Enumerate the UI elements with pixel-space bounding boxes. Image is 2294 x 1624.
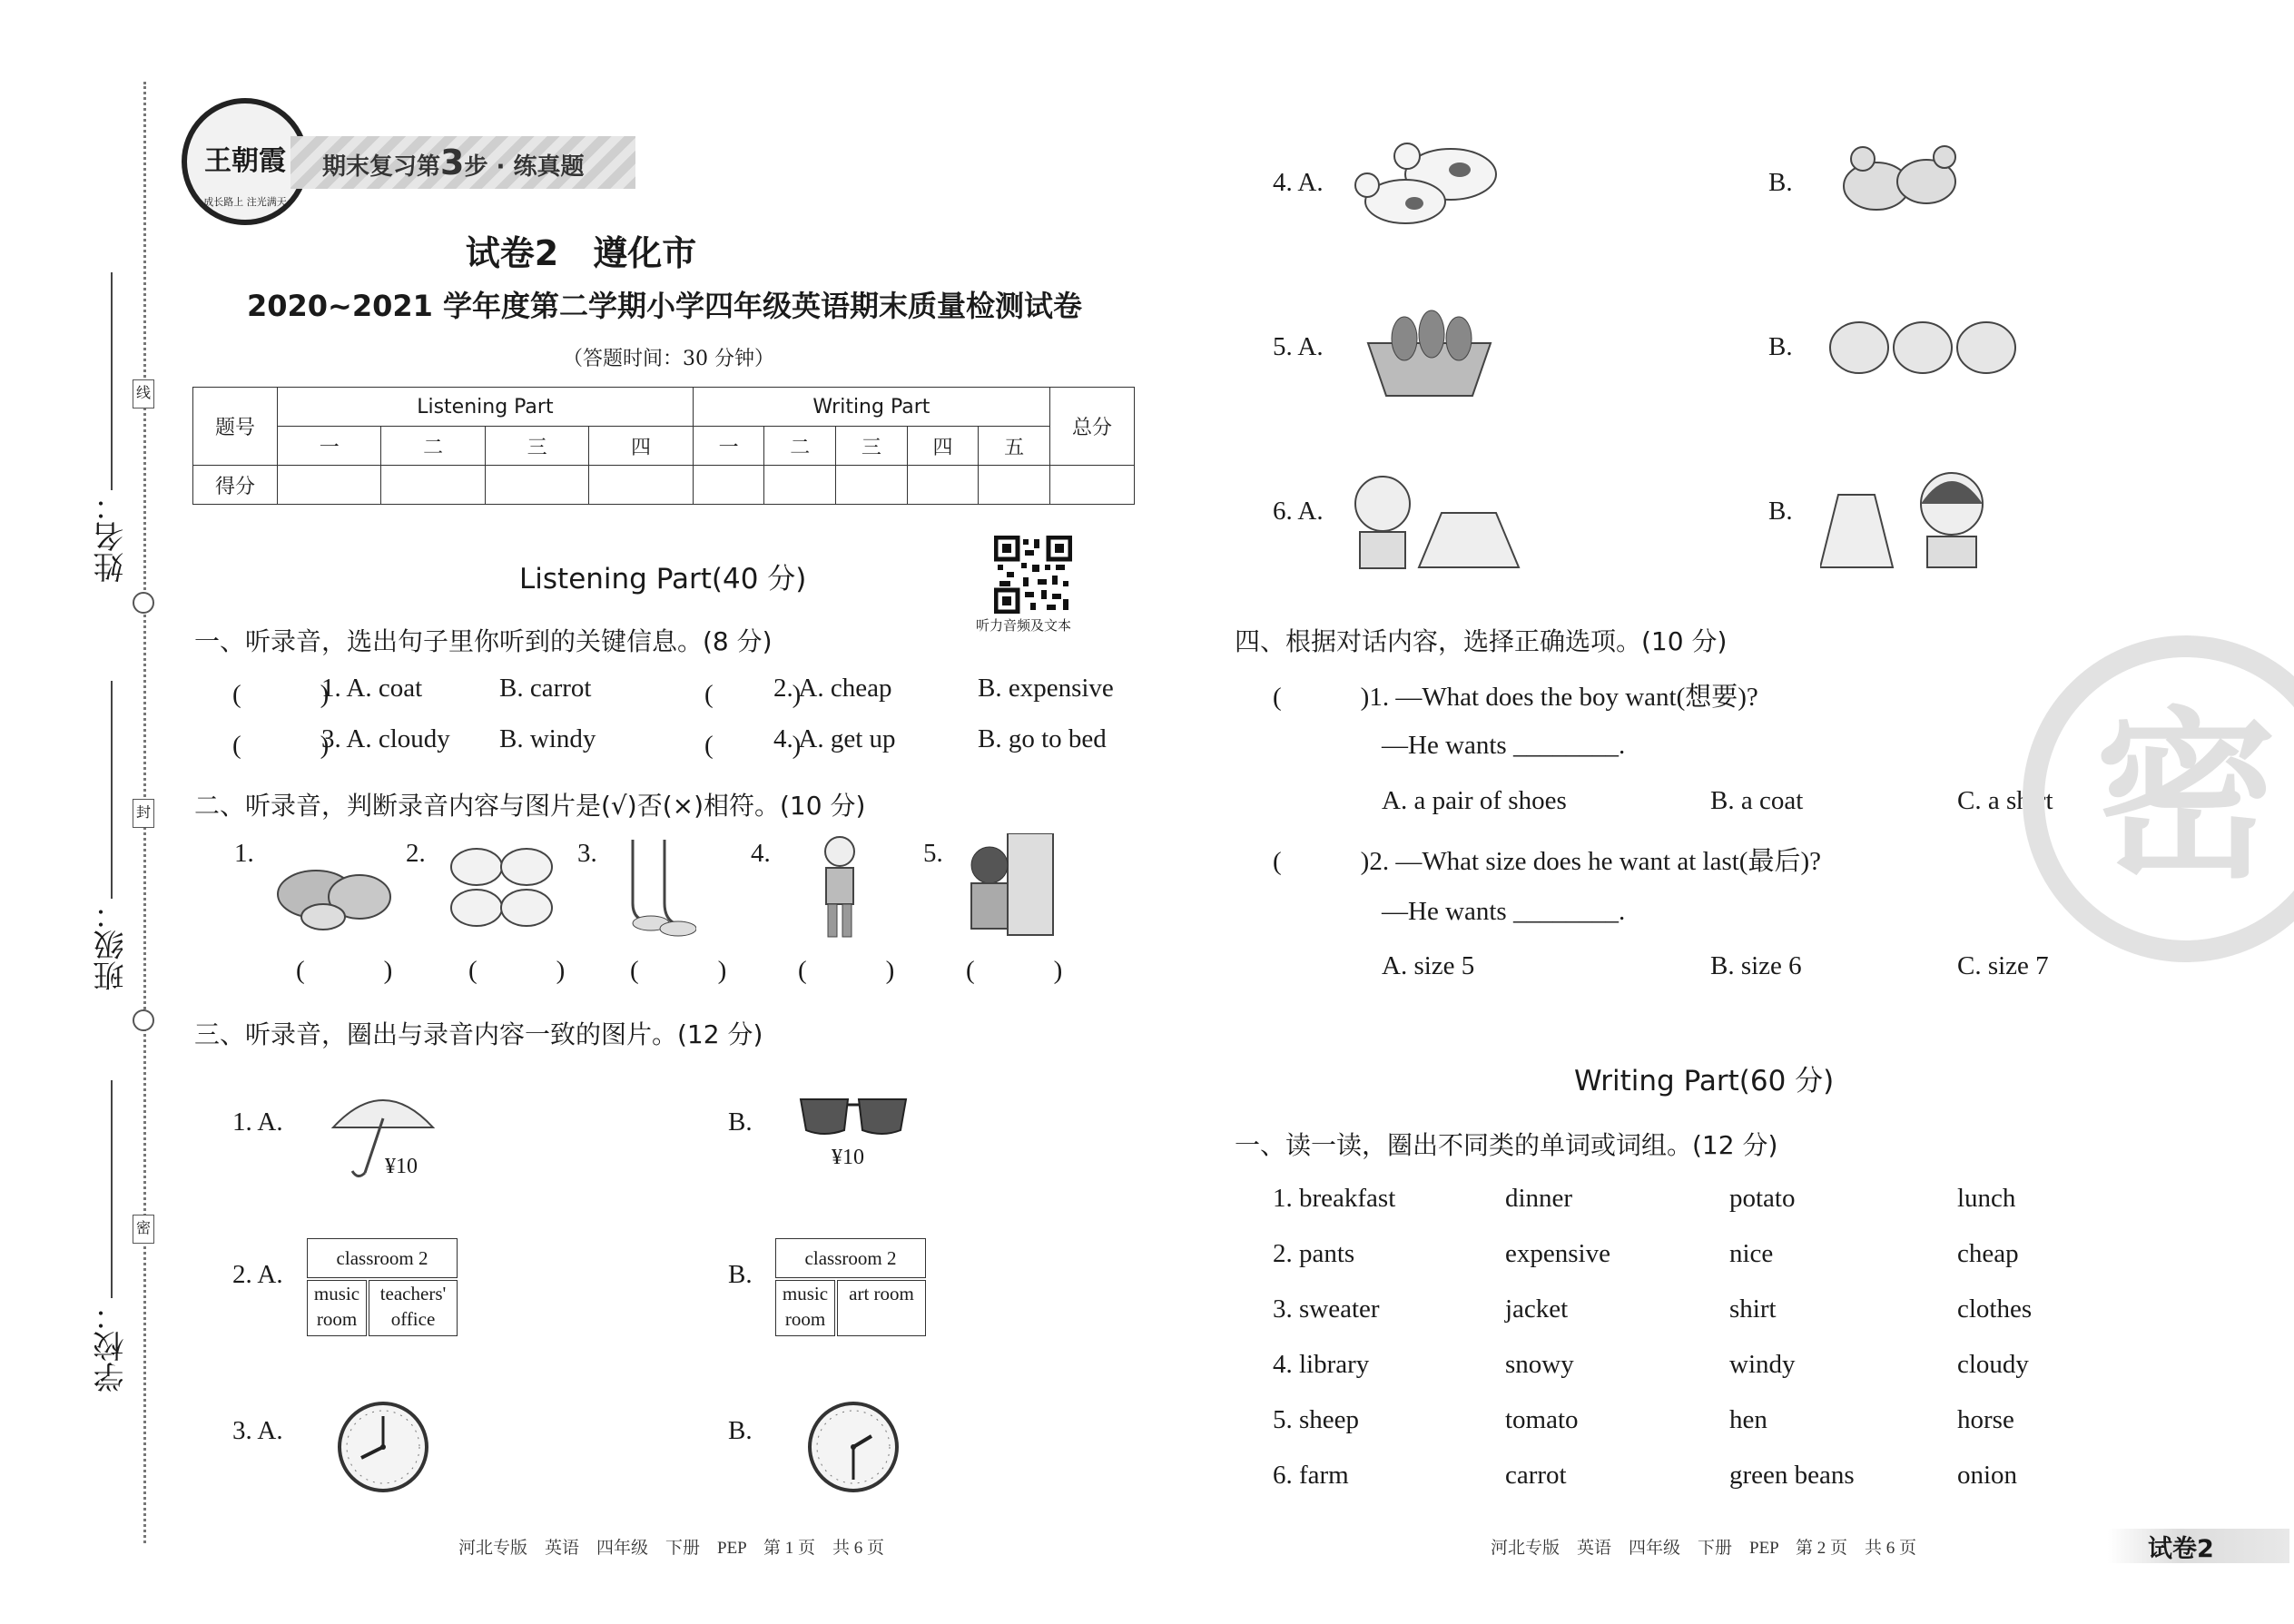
art-room-sign: art room <box>837 1280 926 1336</box>
s3-q2a-label: 2. A. <box>232 1260 283 1289</box>
s2-paren-1[interactable]: ( ) <box>296 956 393 985</box>
banner-post: 步 · 练真题 <box>464 153 585 181</box>
logo-motto-left: 成长路上 <box>203 196 244 208</box>
score-listening-header: Listening Part <box>278 388 694 427</box>
writing-word[interactable]: cheap <box>1957 1239 2019 1268</box>
writing-word[interactable]: windy <box>1729 1350 1796 1379</box>
seal-char-mi: 密 <box>133 1215 154 1244</box>
s2-paren-3[interactable]: ( ) <box>630 956 727 985</box>
s2-num-2: 2. <box>406 839 426 868</box>
banner-pre: 期末复习第 <box>322 153 441 181</box>
qr-caption: 听力音频及文本 <box>976 619 1072 634</box>
class2-sign-a[interactable]: classroom 2 <box>307 1238 458 1278</box>
s1-q4-paren[interactable]: ( ) <box>704 731 802 760</box>
name-label: 姓名： <box>94 490 130 583</box>
score-total-header: 总分 <box>1050 388 1135 466</box>
cows-icon[interactable] <box>1351 129 1510 242</box>
writing-word[interactable]: nice <box>1729 1239 1774 1268</box>
listening-s2-title: 二、听录音，判断录音内容与图片是(√)否(×)相符。(10 分) <box>194 791 866 821</box>
s4-q1-opt-c: C. a shirt <box>1957 786 2053 815</box>
girl-skirt-icon[interactable] <box>1342 472 1523 572</box>
listening-heading: Listening Part(40 分) <box>519 563 807 595</box>
s4-q1-opt-b: B. a coat <box>1710 786 1804 815</box>
page-tag: 试卷2 <box>2148 1535 2214 1563</box>
score-col: 五 <box>979 427 1050 466</box>
footer-left: 河北专版 英语 四年级 下册 PEP 第 1 页 共 6 页 <box>458 1539 885 1558</box>
class2-sign-b[interactable]: classroom 2 <box>775 1238 926 1278</box>
listening-s4-title: 四、根据对话内容，选择正确选项。(10 分) <box>1235 626 1728 656</box>
score-cell[interactable] <box>381 466 485 505</box>
exam-time: （答题时间：30 分钟） <box>563 348 774 370</box>
umbrella-icon[interactable] <box>329 1082 438 1182</box>
sheep-icon <box>445 840 558 938</box>
s1-q3-b: B. windy <box>499 724 596 753</box>
writing-word[interactable]: green beans <box>1729 1461 1855 1490</box>
exam-title: 试卷2 遵化市 <box>465 233 697 273</box>
writing-row-first-word[interactable]: 5. sheep <box>1273 1405 1360 1434</box>
exam-subtitle: 2020~2021 学年度第二学期小学四年级英语期末质量检测试卷 <box>246 289 1083 323</box>
sunglasses-price: ¥10 <box>832 1146 864 1169</box>
writing-word[interactable]: cloudy <box>1957 1350 2029 1379</box>
writing-word[interactable]: lunch <box>1957 1184 2016 1213</box>
teachers-office-sign: teachers' office <box>369 1280 458 1336</box>
q5a-label: 5. A. <box>1273 332 1324 361</box>
school-label: 学校： <box>94 1300 130 1393</box>
q6b-label: B. <box>1768 497 1793 526</box>
writing-word[interactable]: shirt <box>1729 1294 1777 1324</box>
class-line <box>111 681 113 899</box>
s3-q1b-label: B. <box>728 1107 753 1137</box>
writing-word[interactable]: carrot <box>1505 1461 1567 1490</box>
q4a-label: 4. A. <box>1273 168 1324 197</box>
score-cell[interactable] <box>836 466 908 505</box>
s2-paren-4[interactable]: ( ) <box>798 956 895 985</box>
score-writing-header: Writing Part <box>693 388 1049 427</box>
boy-icon <box>812 833 867 944</box>
class-label: 班级： <box>94 899 130 991</box>
writing-row-first-word[interactable]: 2. pants <box>1273 1239 1355 1268</box>
s1-q2-paren[interactable]: ( ) <box>704 680 802 709</box>
s2-num-3: 3. <box>577 839 597 868</box>
s4-q2-opt-c: C. size 7 <box>1957 951 2049 980</box>
score-col: 一 <box>693 427 764 466</box>
secret-stamp <box>2023 635 2294 962</box>
qr-code-icon[interactable] <box>994 536 1072 614</box>
q4b-label: B. <box>1768 168 1793 197</box>
brand-logo <box>182 98 309 225</box>
umbrella-price: ¥10 <box>385 1155 418 1178</box>
s4-q2-opt-b: B. size 6 <box>1710 951 1802 980</box>
s4-q2: ( )2. —What size does he want at last(最后)? <box>1273 847 1821 876</box>
writing-heading: Writing Part(60 分) <box>1574 1065 1835 1097</box>
writing-word[interactable]: dinner <box>1505 1184 1573 1213</box>
s4-q1-answer: —He wants ________. <box>1382 731 1626 760</box>
writing-word[interactable]: expensive <box>1505 1239 1610 1268</box>
stamp-char: 密 <box>2094 692 2277 903</box>
listening-s1-title: 一、听录音，选出句子里你听到的关键信息。(8 分) <box>194 626 773 656</box>
score-label: 得分 <box>193 466 278 505</box>
writing-row-first-word[interactable]: 4. library <box>1273 1350 1370 1379</box>
seal-char-xian: 线 <box>133 379 154 408</box>
logo-motto-right: 注光满天 <box>246 196 287 208</box>
score-col: 二 <box>381 427 485 466</box>
writing-word[interactable]: horse <box>1957 1405 2014 1434</box>
score-cell[interactable] <box>693 466 764 505</box>
score-cell[interactable] <box>589 466 693 505</box>
s4-q1: ( )1. —What does the boy want(想要)? <box>1273 683 1758 712</box>
s3-q1a-label: 1. A. <box>232 1107 283 1137</box>
s2-num-1: 1. <box>234 839 254 868</box>
score-col: 四 <box>907 427 979 466</box>
writing-row-first-word[interactable]: 6. farm <box>1273 1461 1349 1490</box>
score-cell[interactable] <box>1050 466 1135 505</box>
clock-a-icon[interactable] <box>336 1400 430 1494</box>
writing-word[interactable]: jacket <box>1505 1294 1569 1324</box>
q6a-label: 6. A. <box>1273 497 1324 526</box>
s2-num-5: 5. <box>923 839 943 868</box>
s1-q3-a: 3. A. cloudy <box>321 724 450 753</box>
carrot-basket-icon[interactable] <box>1354 298 1504 402</box>
music-room-sign-a: music room <box>307 1280 367 1336</box>
score-table <box>192 387 1135 505</box>
score-row-label: 题号 <box>193 388 278 466</box>
binding-hole <box>133 1009 154 1031</box>
s3-q2b-label: B. <box>728 1260 753 1289</box>
score-col: 三 <box>836 427 908 466</box>
q5b-label: B. <box>1768 332 1793 361</box>
score-col: 二 <box>764 427 836 466</box>
listening-s3-title: 三、听录音，圈出与录音内容一致的图片。(12 分) <box>194 1019 763 1049</box>
score-cell[interactable] <box>907 466 979 505</box>
chickens-icon[interactable] <box>1826 132 1972 236</box>
s2-paren-2[interactable]: ( ) <box>468 956 566 985</box>
shopping-girl-icon <box>962 833 1058 944</box>
s1-q1-a: 1. A. coat <box>321 674 423 703</box>
seal-char-feng: 封 <box>133 799 154 828</box>
clock-b-icon[interactable] <box>806 1400 901 1494</box>
s1-q1-paren[interactable]: ( ) <box>232 680 330 709</box>
s2-num-4: 4. <box>751 839 771 868</box>
s4-q2-opt-a: A. size 5 <box>1382 951 1475 980</box>
writing-word[interactable]: tomato <box>1505 1405 1579 1434</box>
music-room-sign-b: music room <box>775 1280 835 1336</box>
s1-q2-b: B. expensive <box>978 674 1114 703</box>
score-col: 三 <box>485 427 588 466</box>
score-col: 四 <box>589 427 693 466</box>
school-line <box>111 1080 113 1298</box>
name-line <box>111 272 113 490</box>
score-cell[interactable] <box>764 466 836 505</box>
sunglasses-icon[interactable] <box>797 1094 910 1139</box>
writing-row-first-word[interactable]: 1. breakfast <box>1273 1184 1396 1213</box>
s1-q1-b: B. carrot <box>499 674 592 703</box>
socks-icon <box>610 840 696 940</box>
writing-word[interactable]: potato <box>1729 1184 1796 1213</box>
s4-q2-answer: —He wants ________. <box>1382 897 1626 926</box>
writing-word[interactable]: snowy <box>1505 1350 1574 1379</box>
writing-word[interactable]: onion <box>1957 1461 2018 1490</box>
tomatoes-icon[interactable] <box>1826 313 2021 377</box>
s3-q3b-label: B. <box>728 1416 753 1445</box>
s1-q3-paren[interactable]: ( ) <box>232 731 330 760</box>
writing-word[interactable]: hen <box>1729 1405 1767 1434</box>
logo-text: 王朝霞 <box>204 145 286 177</box>
writing-row-first-word[interactable]: 3. sweater <box>1273 1294 1380 1324</box>
potato-icon <box>271 862 393 935</box>
score-cell[interactable] <box>278 466 381 505</box>
score-cell[interactable] <box>485 466 588 505</box>
writing-s1-title: 一、读一读，圈出不同类的单词或词组。(12 分) <box>1235 1130 1778 1160</box>
s1-q4-b: B. go to bed <box>978 724 1107 753</box>
binding-hole <box>133 592 154 614</box>
writing-word[interactable]: clothes <box>1957 1294 2033 1324</box>
score-cell[interactable] <box>979 466 1050 505</box>
logo-motto <box>187 194 303 209</box>
review-banner <box>290 136 635 189</box>
s4-q1-opt-a: A. a pair of shoes <box>1382 786 1567 815</box>
s1-q2-a: 2. A. cheap <box>773 674 892 703</box>
s3-q3a-label: 3. A. <box>232 1416 283 1445</box>
s2-paren-5[interactable]: ( ) <box>966 956 1063 985</box>
dress-girl-icon[interactable] <box>1820 468 2002 572</box>
score-col: 一 <box>278 427 381 466</box>
s1-q4-a: 4. A. get up <box>773 724 896 753</box>
banner-step-number: 3 <box>440 143 465 182</box>
footer-right: 河北专版 英语 四年级 下册 PEP 第 2 页 共 6 页 <box>1491 1539 1917 1558</box>
